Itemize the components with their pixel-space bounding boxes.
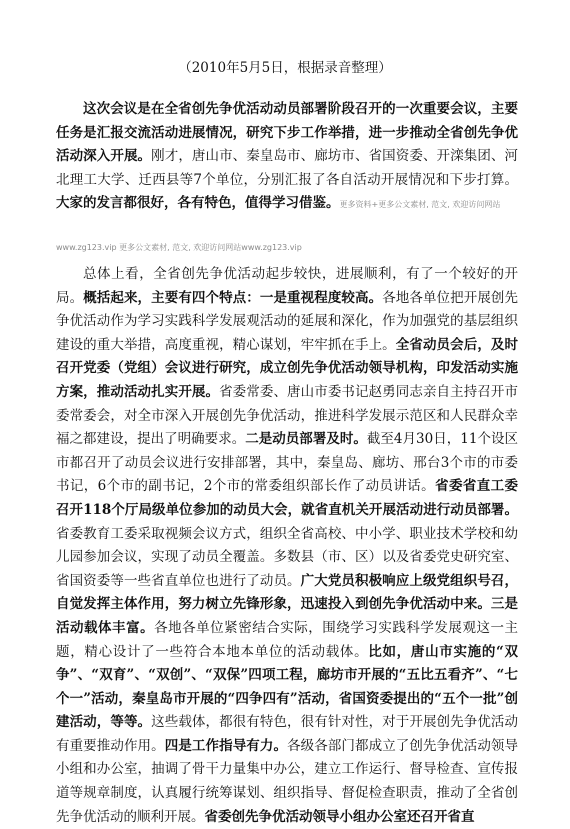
p2-sentence-5: 省委常委、唐山市委书记赵勇同志亲自主持召开市委常委会，对全市深入开展创先争优活动，推进科学发展示范区和人民群众幸福之都建设，提出了明确要求。 bbox=[56, 383, 519, 448]
p2-sentence-18: 省委创先争优活动领导小组办公室还召开省直 bbox=[204, 808, 475, 825]
p1-sentence-1: 这次会议是在全省创先争优活动动员部署阶段召开的一次重要会议，主要任务是汇报交流活动进展情况，研究下步工作举措，进一步推动全省创先争优活动深入开展。 bbox=[56, 101, 518, 165]
p2-sentence-8: 省委省直工委召开118个厅局级单位参加的动员大会，就省直机关开展活动进行动员部署。 bbox=[56, 478, 519, 518]
p2-sentence-10: 多数县（市、区）以及省委党史研究室、省国资委等一些省直单位也进行了动员。 bbox=[56, 549, 519, 589]
watermark-inline: 更多资料+更多公文素材, 范文, 欢迎访问网站 bbox=[339, 200, 501, 210]
p2-sentence-17: 各级各部门都成立了创先争优活动领导小组和办公室，抽调了骨干力量集中办公，建立工作运行、督导检查、宣传报道等规章制度，认真履行统筹谋划、组织指导、督促检查职责，推动了全省创先争优活动的顺利开展。 bbox=[56, 737, 519, 825]
p2-sentence-11: 广大党员积极响应上级党组织号召，自觉发挥主体作用，努力树立先锋形象，迅速投入到创先争优活动中来。 bbox=[56, 572, 519, 613]
p2-sentence-1: 总体上看，全省创先争优活动起步较快，进展顺利，有了一个较好的开局。 bbox=[56, 266, 518, 306]
p2-sentence-4: 全省动员会后，及时召开党委（党组）会议进行研究，成立创先争优活动领导机构，印发活动实施方案，推动活动扎实开展。 bbox=[56, 336, 519, 400]
paragraph-2 bbox=[56, 263, 518, 829]
document-subtitle: （2010年5月5日，根据录音整理） bbox=[178, 60, 392, 76]
p2-sentence-16: 四是工作指导有力。 bbox=[164, 737, 288, 754]
p2-sentence-14: 比如，唐山市实施的“双争”、“双育”、“双创”、“双保”四项工程，廊坊市开展的“五比五看齐”、“七个一”活动，秦皇岛市开展的“四争四有”活动，省国资委提出的“五个一批”创建活动，等等。 bbox=[56, 643, 519, 731]
paragraph-1 bbox=[56, 98, 518, 217]
p1-sentence-3: 大家的发言都很好，各有特色，值得学习借鉴。 bbox=[56, 195, 340, 212]
p2-sentence-3: 各地各单位把开展创先争优活动作为学习实践科学发展观活动的延展和深化，作为加强党的基层组织建设的重大举措，高度重视，精心谋划，牢牢抓在手上。 bbox=[56, 289, 519, 353]
p2-sentence-15: 这些载体，都很有特色，很有针对性，对于开展创先争优活动有重要推动作用。 bbox=[56, 714, 519, 754]
p2-sentence-6: 二是动员部署及时。 bbox=[245, 431, 367, 448]
p1-sentence-2: 刚才，唐山市、秦皇岛市、廊坊市、省国资委、开滦集团、河北理工大学、迁西县等7个单位，分别汇报了各自活动开展情况和下步打算。 bbox=[56, 148, 519, 188]
p2-sentence-12: 三是活动载体丰富。 bbox=[56, 596, 519, 636]
p2-sentence-9: 省委教育工委采取视频会议方式，组织全省高校、中小学、职业技术学校和幼儿园参加会议，实现了动员全覆盖。 bbox=[56, 525, 518, 566]
p2-sentence-7: 截至4月30日，11个设区市都召开了动员会议进行安排部署，其中，秦皇岛、廊坊、邢台3个市的市委书记，6个市的副书记，2个市的常委组织部长作了动员讲话。 bbox=[56, 431, 519, 495]
p2-sentence-13: 各地各单位紧密结合实际，围绕学习实践科学发展观这一主题，精心设计了一些符合本地本单位的活动载体。 bbox=[56, 619, 518, 660]
watermark-line: www.zg123.vip 更多公文素材, 范文, 欢迎访问网站www.zg123.vip bbox=[56, 243, 302, 252]
p2-sentence-2: 概括起来，主要有四个特点：一是重视程度较高。 bbox=[83, 289, 383, 306]
